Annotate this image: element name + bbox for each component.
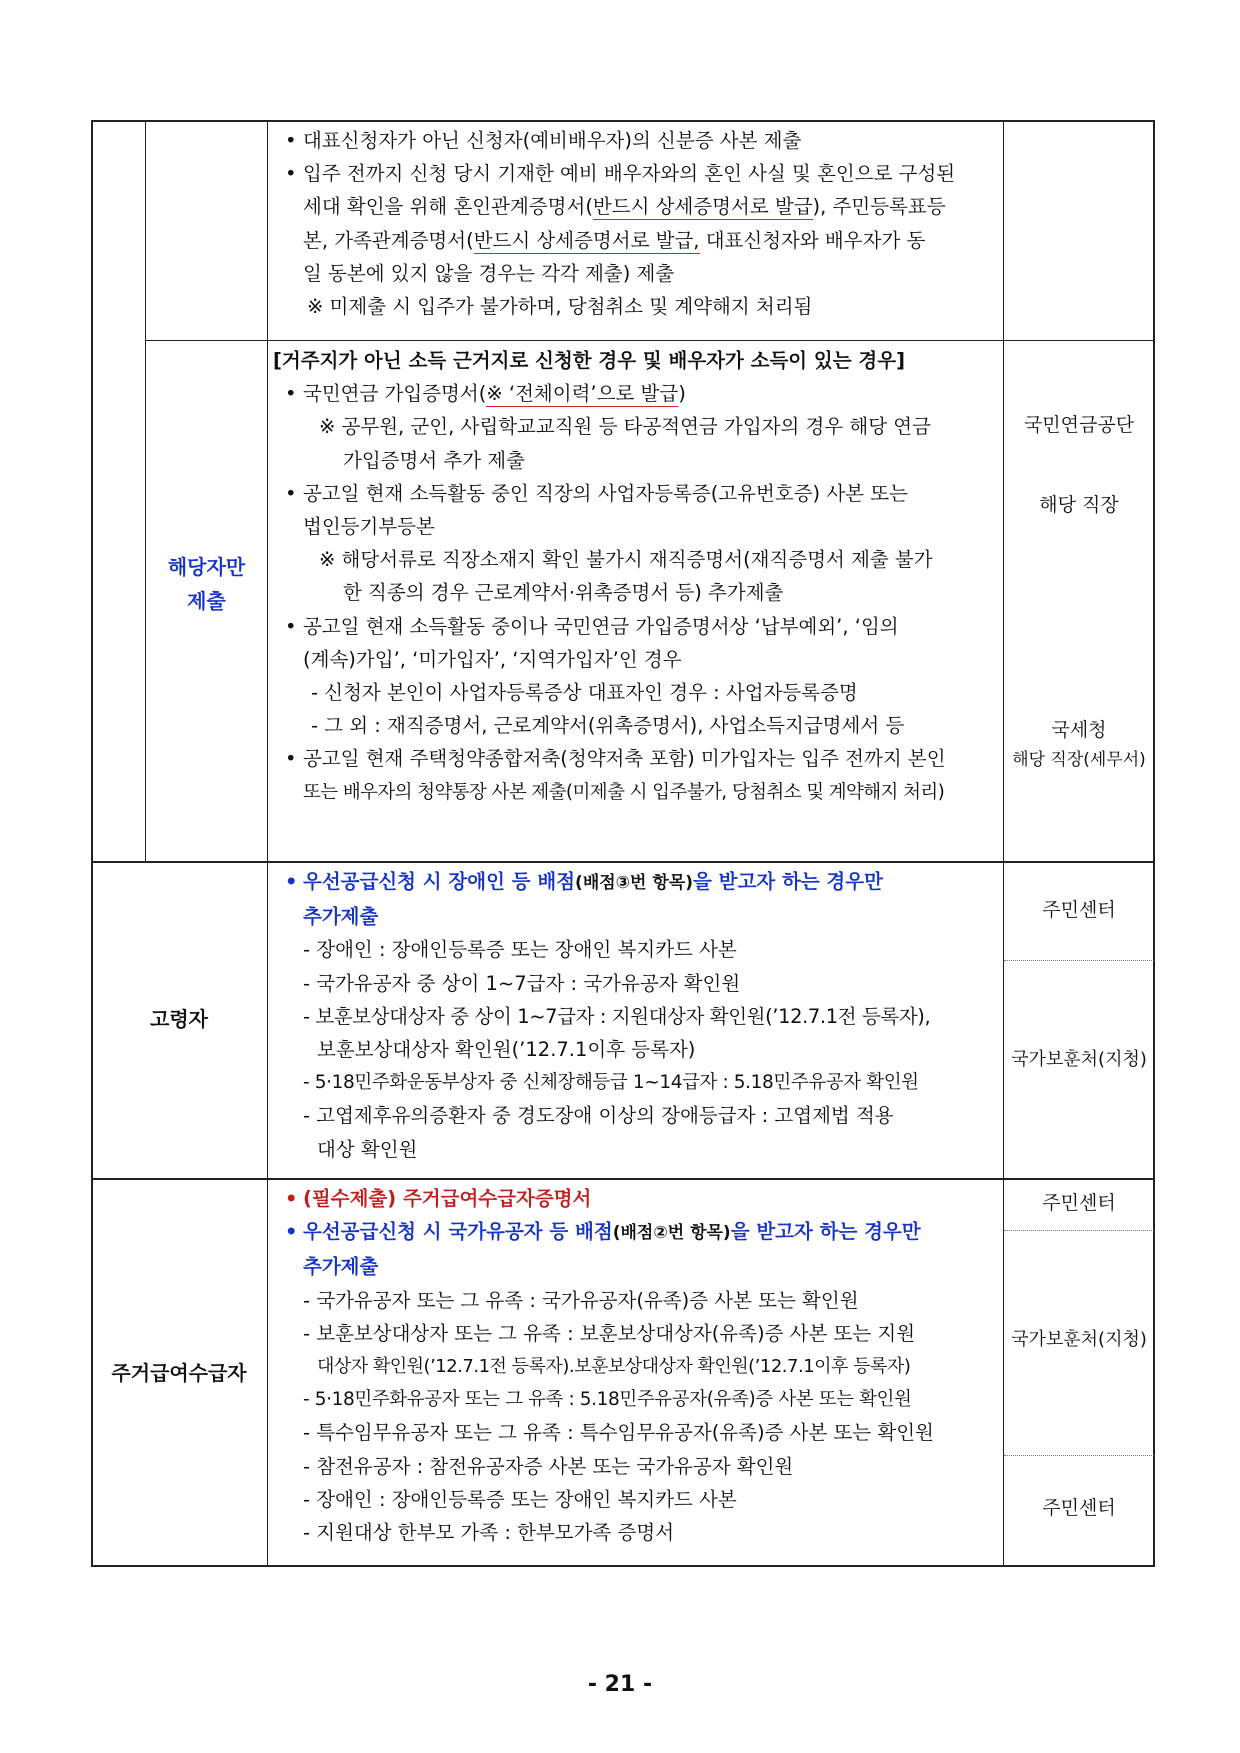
sub-item: - 보훈보상대상자 또는 그 유족 : 보훈보상대상자(유족)증 사본 또는 지원 bbox=[303, 1321, 916, 1345]
note: ※ 해당서류로 직장소재지 확인 불가시 재직증명서(재직증명서 제출 불가 bbox=[319, 548, 933, 572]
note: ※ 미제출 시 입주가 불가하며, 당첨취소 및 계약해지 처리됨 bbox=[307, 295, 813, 319]
list-item-highlight: • 우선공급신청 시 국가유공자 등 배점(배점②번 항목)을 받고자 하는 경우만 bbox=[281, 1215, 998, 1250]
list-item: • 공고일 현재 주택청약종합저축(청약저축 포함) 미가입자는 입주 전까지 본인 bbox=[281, 742, 998, 775]
note-continued: 한 직종의 경우 근로계약서·위촉증명서 등) 추가제출 bbox=[343, 581, 784, 605]
table-border-bottom bbox=[91, 1565, 1155, 1567]
sub-item: - 그 외 : 재직증명서, 근로계약서(위촉증명서), 사업소득지급명세서 등 bbox=[311, 714, 905, 738]
note: ※ 공무원, 군인, 사립학교교직원 등 타공적연금 가입자의 경우 해당 연금 bbox=[319, 415, 931, 439]
category-housing-benefit: 주거급여수급자 bbox=[111, 1361, 247, 1385]
underlined-text: 반드시 상세증명서로 발급, bbox=[473, 228, 700, 252]
agency-nts: 국세청 bbox=[1051, 719, 1107, 741]
sub-item: - 참전유공자 : 참전유공자증 사본 또는 국가유공자 확인원 bbox=[303, 1454, 794, 1478]
agency-workplace: 해당 직장 bbox=[1039, 494, 1119, 516]
sub-item: - 5·18민주화유공자 또는 그 유족 : 5.18민주유공자(유족)증 사본 또는 확인원 bbox=[303, 1389, 912, 1411]
table-border-top bbox=[91, 120, 1155, 122]
sub-item: - 고엽제후유의증환자 중 경도장애 이상의 장애등급자 : 고엽제법 적용 bbox=[303, 1104, 894, 1128]
table-divider-row2 bbox=[91, 861, 1155, 863]
sub-item-continued: 보훈보상대상자 확인원(’12.7.1이후 등록자) bbox=[317, 1038, 696, 1062]
table-divider-row1 bbox=[145, 340, 1155, 341]
table-divider-main bbox=[267, 120, 268, 1567]
underlined-text: 반드시 상세증명서로 발급 bbox=[592, 195, 813, 219]
agency-tax-office: 해당 직장(세무서) bbox=[1012, 750, 1146, 770]
sub-item-continued: 대상 확인원 bbox=[317, 1137, 418, 1161]
table-divider-sub bbox=[145, 120, 146, 861]
category-elderly: 고령자 bbox=[150, 1007, 208, 1031]
agency-divider-elderly bbox=[1004, 960, 1154, 961]
table-divider-row3 bbox=[91, 1178, 1155, 1180]
sub-item: - 국가유공자 또는 그 유족 : 국가유공자(유족)증 사본 또는 확인원 bbox=[303, 1288, 859, 1312]
list-item-highlight: 추가제출 bbox=[303, 1255, 379, 1279]
list-item: • 입주 전까지 신청 당시 기재한 예비 배우자와의 혼인 사실 및 혼인으로 구성된 bbox=[281, 157, 996, 190]
sub-item: - 지원대상 한부모 가족 : 한부모가족 증명서 bbox=[303, 1521, 675, 1545]
housing-section-content bbox=[273, 1182, 998, 1549]
agency-divider-housing-1 bbox=[1004, 1230, 1154, 1231]
list-item: 또는 배우자의 청약통장 사본 제출(미제출 시 입주불가, 당첨취소 및 계약해지 처리) bbox=[303, 781, 945, 803]
agency-community-center: 주민센터 bbox=[1042, 1192, 1116, 1214]
agency-nps: 국민연금공단 bbox=[1023, 414, 1135, 436]
list-item: 법인등기부등본 bbox=[303, 515, 435, 539]
table-border-left bbox=[91, 120, 93, 1567]
list-item: • 공고일 현재 소득활동 중인 직장의 사업자등록증(고유번호증) 사본 또는 bbox=[281, 477, 998, 510]
list-item-highlight: 추가제출 bbox=[303, 905, 379, 929]
underlined-text: ※ ‘전체이력’으로 발급 bbox=[486, 382, 679, 406]
list-item: • 공고일 현재 소득활동 중이나 국민연금 가입증명서상 ‘납부예외’, ‘임의 bbox=[281, 610, 998, 643]
sub-item: - 5·18민주화운동부상자 중 신체장해등급 1~14급자 : 5.18민주유공자 확인원 bbox=[303, 1072, 919, 1094]
agency-community-center: 주민센터 bbox=[1042, 1497, 1116, 1519]
agency-veterans: 국가보훈처(지청) bbox=[1011, 1049, 1147, 1070]
sub-item-continued: 대상자 확인원(’12.7.1전 등록자).보훈보상대상자 확인원(’12.7.1이후 등록자) bbox=[317, 1356, 911, 1378]
sub-item: - 특수임무유공자 또는 그 유족 : 특수임무유공자(유족)증 사본 또는 확인원 bbox=[303, 1421, 934, 1445]
sub-item: - 국가유공자 중 상이 1~7급자 : 국가유공자 확인원 bbox=[303, 971, 741, 995]
list-item: 세대 확인을 위해 혼인관계증명서(반드시 상세증명서로 발급), 주민등록표등 bbox=[303, 195, 946, 219]
agency-divider-housing-2 bbox=[1004, 1455, 1154, 1456]
list-item: 일 동본에 있지 않을 경우는 각각 제출) 제출 bbox=[303, 261, 675, 285]
sub-item: - 보훈보상대상자 중 상이 1~7급자 : 지원대상자 확인원(’12.7.1전 등록자), bbox=[303, 1004, 931, 1028]
page-number: - 21 - bbox=[587, 1672, 653, 1697]
list-item-highlight: • 우선공급신청 시 장애인 등 배점(배점③번 항목)을 받고자 하는 경우만 bbox=[281, 865, 998, 900]
list-item: • 국민연금 가입증명서(※ ‘전체이력’으로 발급) bbox=[281, 377, 998, 410]
list-item: 본, 가족관계증명서(반드시 상세증명서로 발급, 대표신청자와 배우자가 동 bbox=[303, 228, 926, 252]
note-continued: 가입증명서 추가 제출 bbox=[343, 448, 525, 472]
sub-item: - 장애인 : 장애인등록증 또는 장애인 복지카드 사본 bbox=[303, 1487, 737, 1511]
list-item: • 대표신청자가 아닌 신청자(예비배우자)의 신분증 사본 제출 bbox=[281, 124, 996, 157]
list-item-required: • (필수제출) 주거급여수급자증명서 bbox=[281, 1182, 998, 1215]
section-heading: [거주지가 아닌 소득 근거지로 신청한 경우 및 배우자가 소득이 있는 경우] bbox=[273, 349, 905, 372]
agency-community-center: 주민센터 bbox=[1042, 899, 1116, 921]
sub-item: - 장애인 : 장애인등록증 또는 장애인 복지카드 사본 bbox=[303, 938, 737, 962]
top-section-content bbox=[281, 124, 996, 323]
category-income: 해당자만 제출 bbox=[167, 555, 246, 613]
agency-veterans: 국가보훈처(지청) bbox=[1011, 1329, 1147, 1350]
sub-item: - 신청자 본인이 사업자등록증상 대표자인 경우 : 사업자등록증명 bbox=[311, 681, 858, 705]
list-item: (계속)가입’, ‘미가입자’, ‘지역가입자’인 경우 bbox=[303, 647, 682, 671]
elderly-section-content bbox=[273, 865, 998, 1166]
income-section-content bbox=[273, 344, 998, 809]
